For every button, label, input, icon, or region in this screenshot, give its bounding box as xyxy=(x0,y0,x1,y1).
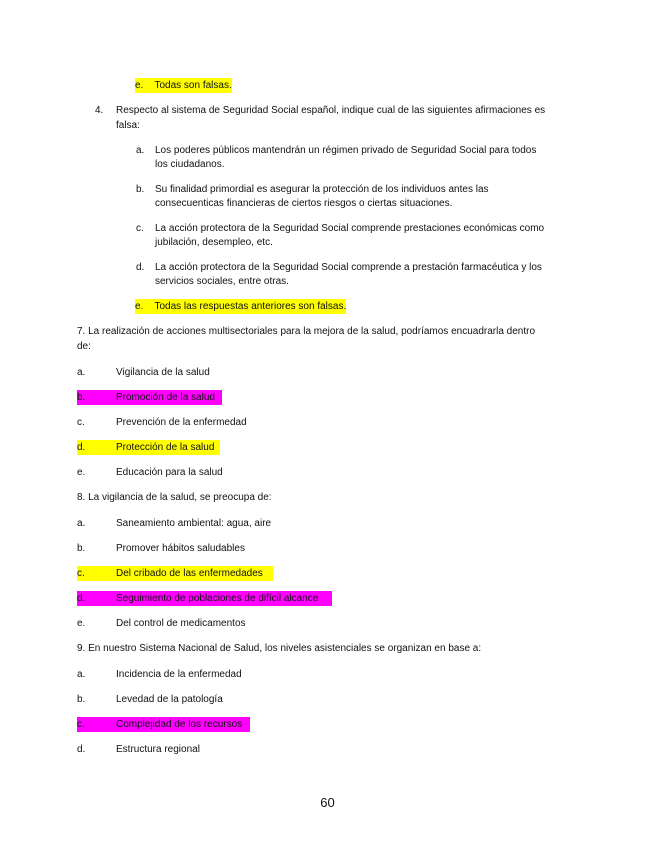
q4-option-b-line1: Su finalidad primordial es asegurar la protección de los individuos antes las xyxy=(155,184,489,195)
q9-stem: 9. En nuestro Sistema Nacional de Salud, los niveles asistenciales se organizan en base a: xyxy=(77,643,482,654)
q8-option-e-text: Del control de medicamentos xyxy=(116,618,246,629)
q7-option-c-letter: c. xyxy=(77,417,85,428)
q9-option-b-text: Levedad de la patología xyxy=(116,694,223,705)
q9-option-a-letter: a. xyxy=(77,669,86,680)
q7-option-e-letter: e. xyxy=(77,467,86,478)
q4-option-a-letter: a. xyxy=(136,145,145,156)
q9-option-c-highlighted: c. Complejidad de los recursos xyxy=(77,717,250,732)
q9-option-a-text: Incidencia de la enfermedad xyxy=(116,669,242,680)
q7-option-a-letter: a. xyxy=(77,367,86,378)
q7-option-e-text: Educación para la salud xyxy=(116,467,223,478)
q8-option-d-highlighted: d. Seguimiento de poblaciones de difícil alcance xyxy=(77,591,332,606)
prev-question-option-e: e. Todas son falsas. xyxy=(135,80,232,91)
q4-number: 4. xyxy=(95,105,104,116)
q4-option-a-line1: Los poderes públicos mantendrán un régimen privado de Seguridad Social para todos xyxy=(155,145,537,156)
q7-option-a-text: Vigilancia de la salud xyxy=(116,367,210,378)
q9-option-b-letter: b. xyxy=(77,694,86,705)
q4-option-b-letter: b. xyxy=(136,184,145,195)
q4-option-d-line2: servicios sociales, entre otras. xyxy=(155,276,289,287)
q4-option-c-letter: c. xyxy=(136,223,144,234)
q7-option-c-text: Prevención de la enfermedad xyxy=(116,417,247,428)
q4-option-d-letter: d. xyxy=(136,262,145,273)
q4-option-c-line1: La acción protectora de la Seguridad Social comprende prestaciones económicas como xyxy=(155,223,545,234)
q9-option-d-text: Estructura regional xyxy=(116,744,200,755)
q8-option-b-text: Promover hábitos saludables xyxy=(116,543,245,554)
q7-option-b-highlighted: b. Promoción de la salud xyxy=(77,390,222,405)
q8-option-c-highlighted: c. Del cribado de las enfermedades xyxy=(77,566,273,581)
q4-option-e-highlighted: e. Todas las respuestas anteriores son falsas. xyxy=(135,301,347,312)
q7-option-d-highlighted: d. Protección de la salud xyxy=(77,440,220,455)
q4-option-d-line1: La acción protectora de la Seguridad Social comprende a prestación farmacéutica y los xyxy=(155,262,542,273)
q4-stem-line2: falsa: xyxy=(116,120,140,131)
q8-option-a-text: Saneamiento ambiental: agua, aire xyxy=(116,518,272,529)
q4-option-a-line2: los ciudadanos. xyxy=(155,159,225,170)
q7-stem-line1: 7. La realización de acciones multisectoriales para la mejora de la salud, podríamos encuadrarla dentro xyxy=(77,326,536,337)
q8-stem: 8. La vigilancia de la salud, se preocupa de: xyxy=(77,492,272,503)
q8-option-b-letter: b. xyxy=(77,543,86,554)
q9-option-d-letter: d. xyxy=(77,744,86,755)
q4-option-c-line2: jubilación, desempleo, etc. xyxy=(155,237,273,248)
q8-option-e-letter: e. xyxy=(77,618,86,629)
q4-stem-line1: Respecto al sistema de Seguridad Social español, indique cual de las siguientes afirmaciones es xyxy=(116,105,546,116)
page-number: 60 xyxy=(320,795,335,810)
q4-option-b-line2: consecuenticas financieras de ciertos riesgos o ciertas situaciones. xyxy=(155,198,453,209)
q8-option-a-letter: a. xyxy=(77,518,86,529)
q7-stem-line2: de: xyxy=(77,341,91,352)
